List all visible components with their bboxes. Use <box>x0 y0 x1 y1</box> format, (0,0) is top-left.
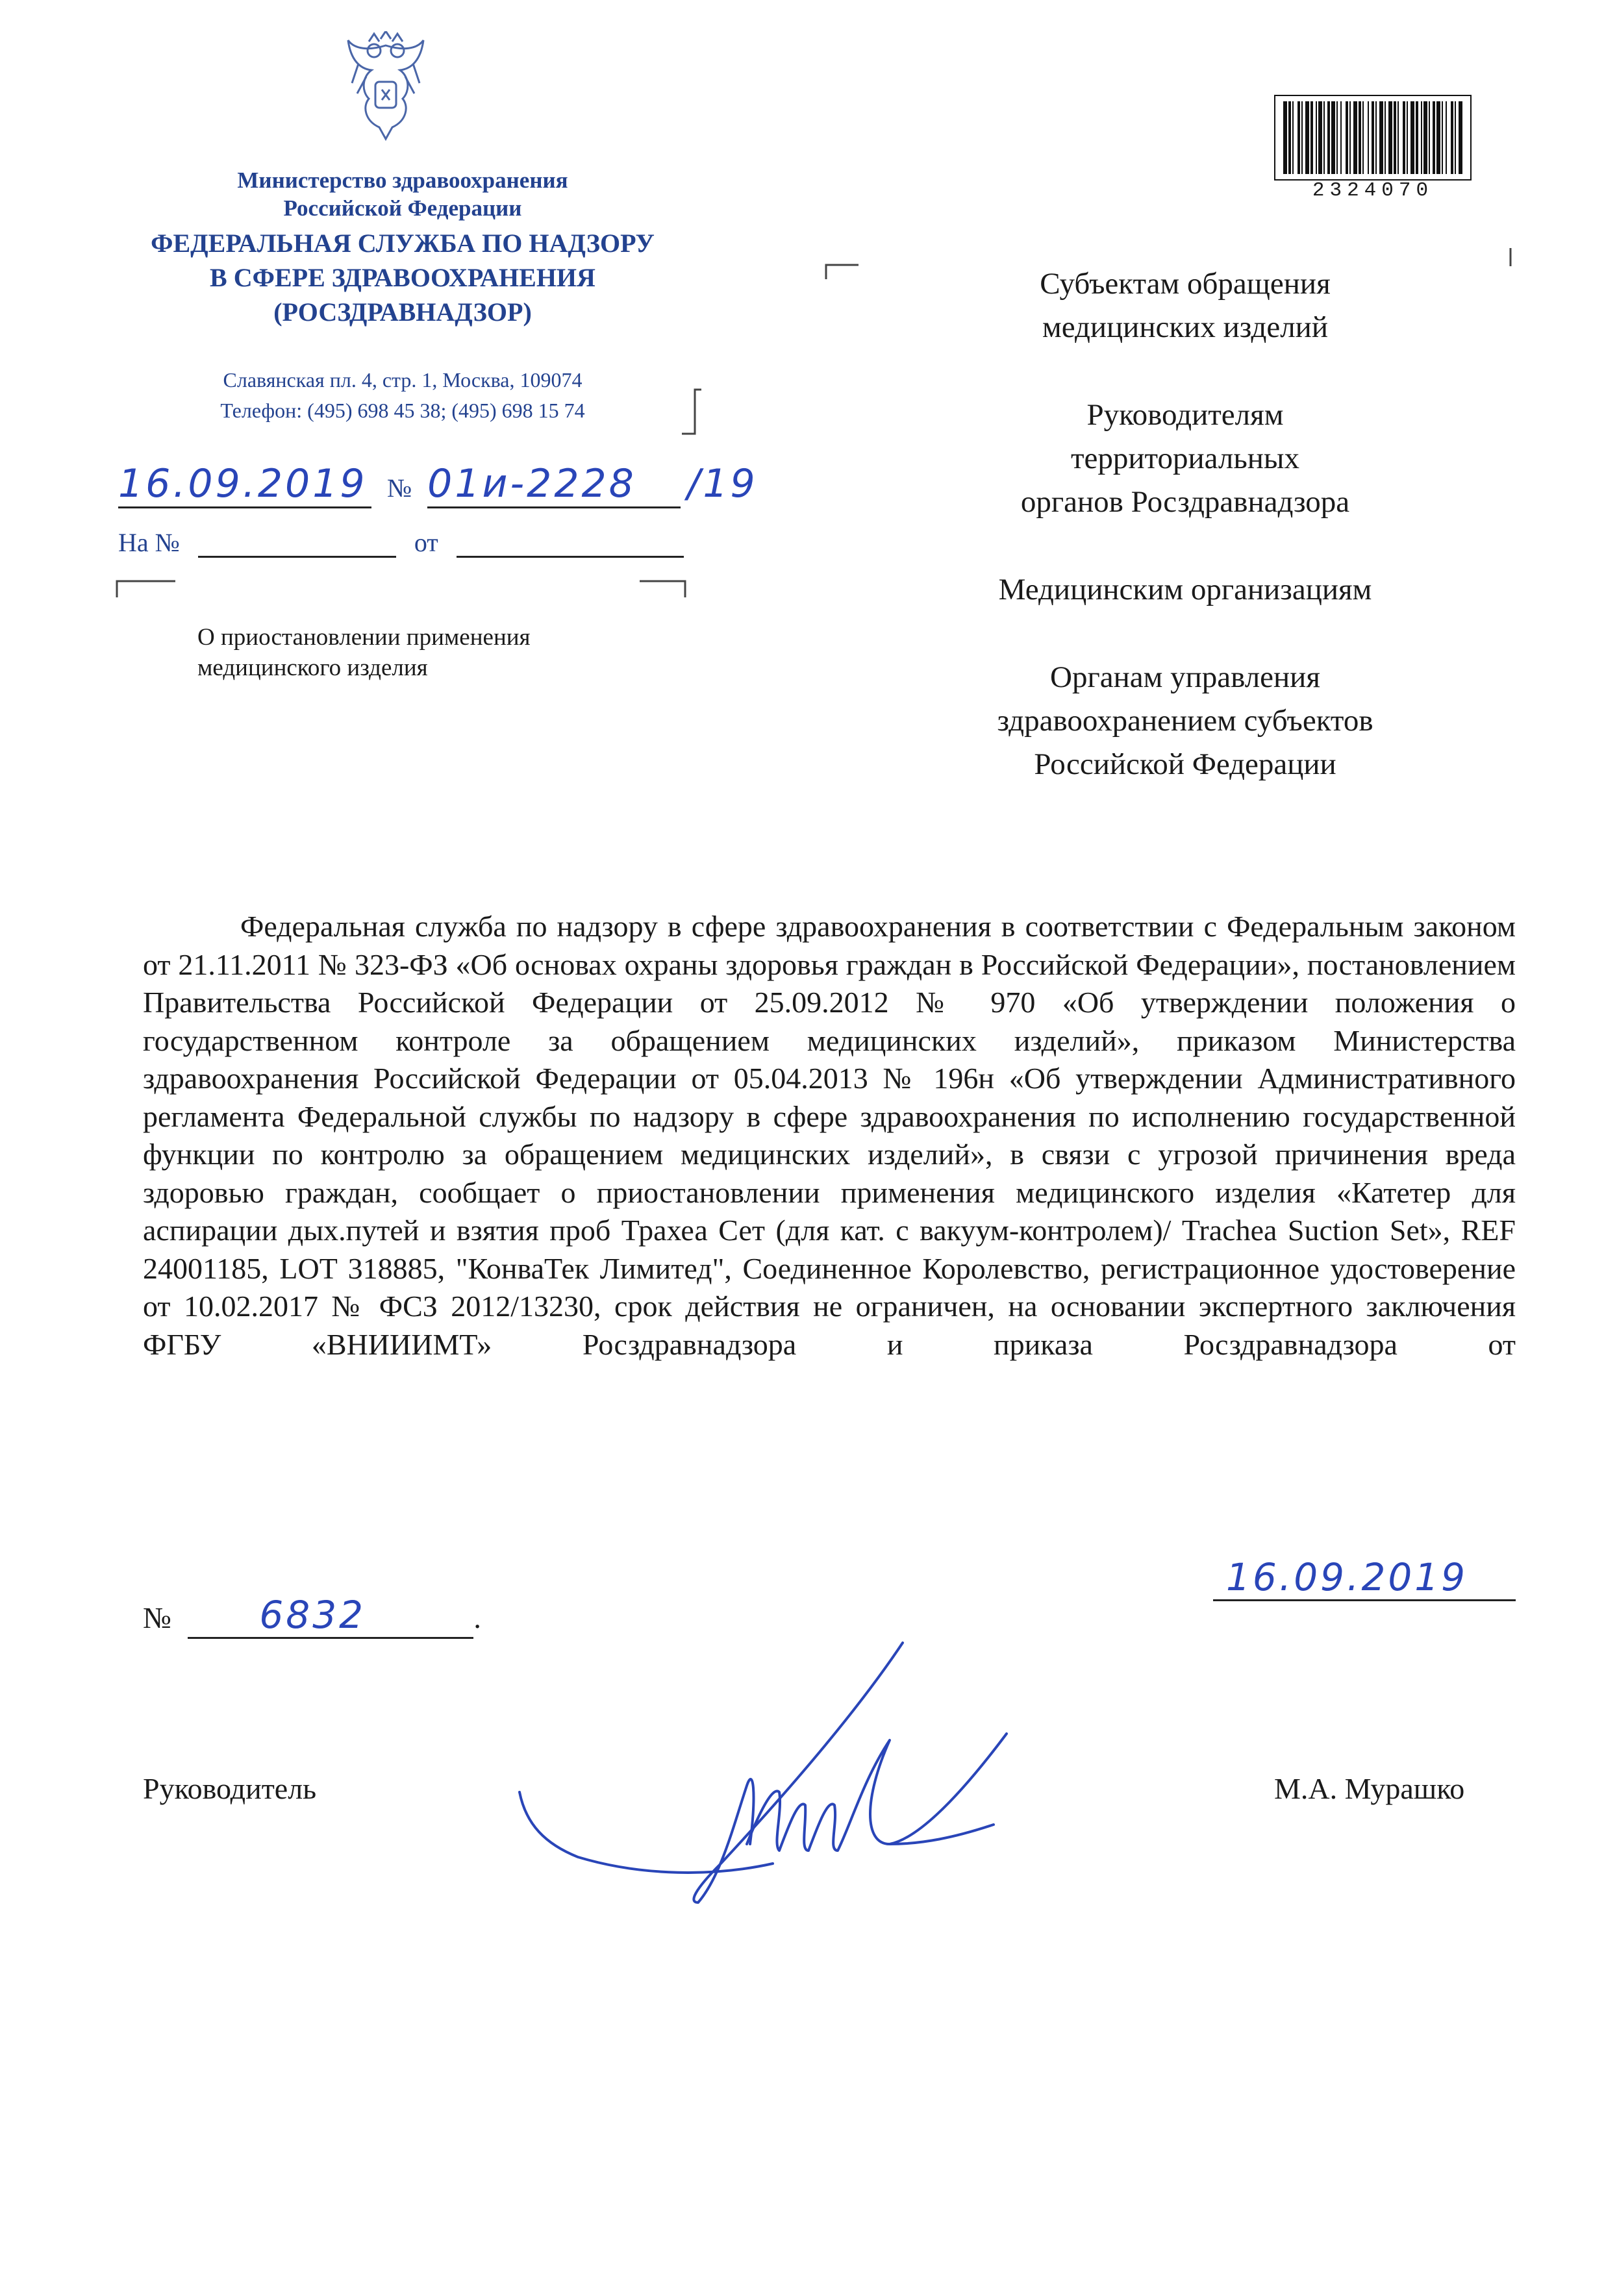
addressee-4-line-2: здравоохранением субъектов <box>997 704 1373 738</box>
addressee-4-line-3: Российской Федерации <box>1034 747 1336 781</box>
number-sign: № <box>387 473 412 503</box>
service-name-line-2: В СФЕРЕ ЗДРАВООХРАНЕНИЯ <box>210 263 595 292</box>
order-end-mark: . <box>473 1601 481 1634</box>
signatory-name: М.А. Мурашко <box>1274 1772 1465 1805</box>
ministry-name-line-1: Министерство здравоохранения <box>237 168 568 193</box>
from-label: от <box>414 528 438 557</box>
service-name-line-3: (РОСЗДРАВНАДЗОР) <box>273 297 532 327</box>
service-name-line-1: ФЕДЕРАЛЬНАЯ СЛУЖБА ПО НАДЗОРУ <box>151 229 655 258</box>
addressee-3-line-1: Медицинским организациям <box>998 573 1372 606</box>
ministry-name-line-2: Российской Федерации <box>283 195 522 221</box>
signatory-title: Руководитель <box>143 1772 317 1805</box>
document-date: 16.09.2019 <box>118 461 371 508</box>
addressee-2-line-3: органов Росздравнадзора <box>1020 485 1350 519</box>
postal-address: Славянская пл. 4, стр. 1, Москва, 109074 <box>223 368 583 392</box>
subject-line-2: медицинского изделия <box>197 655 428 681</box>
addressee-2-line-2: территориальных <box>1070 442 1300 475</box>
addressee-4-line-1: Органам управления <box>1050 660 1320 694</box>
addressee-2-line-1: Руководителям <box>1086 398 1284 432</box>
in-reply-label: На № <box>118 528 180 557</box>
barcode-number: 2324070 <box>1312 179 1434 202</box>
addressee-1-line-2: медицинских изделий <box>1042 310 1328 344</box>
order-date: 16.09.2019 <box>1226 1555 1468 1599</box>
document-number-suffix: /19 <box>687 461 758 506</box>
document-number: 01и-2228 <box>427 461 681 508</box>
order-number: 6832 <box>259 1593 366 1637</box>
subject-line-1: О приостановлении применения <box>197 624 531 651</box>
addressee-1-line-1: Субъектам обращения <box>1040 267 1331 301</box>
order-number-label: № <box>143 1601 171 1634</box>
phone-numbers: Телефон: (495) 698 45 38; (495) 698 15 74 <box>220 399 585 422</box>
body-paragraph: Федеральная служба по надзору в сфере здравоохранения в соответствии с Федеральным законом от 21.11.2011 № 323-ФЗ «Об основах охраны здоровья граждан в Российской Федерации», постановлением Правительства Российской Федерации от 25.09.2012 № 970 «Об утверждении положения о государственном контроле за обращением медицинских изделий», приказом Министерства здравоохранения Российской Федерации от 05.04.2013 № 196н «Об утверждении Административного регламента Федеральной службы по надзору в сфере здравоохранения по исполнению государственной функции по контролю за обращением медицинских изделий», в связи с угрозой причинения вреда здоровью граждан, сообщает о приостановлении применения медицинского изделия «Катетер для аспирации дых.путей и взятия проб Трахеа Сет (для кат. с вакуум-контролем)/ Trachea Suction Set», REF 24001185, LOT 318885, "КонваТек Лимитед", Соединенное Королевство, регистрационное удостоверение от 10.02.2017 № ФСЗ 2012/13230, срок действия не ограничен, на основании экспертного заключения ФГБУ «ВНИИИМТ» Росздравнадзора и приказа Росздравнадзора от <box>143 910 1516 1361</box>
